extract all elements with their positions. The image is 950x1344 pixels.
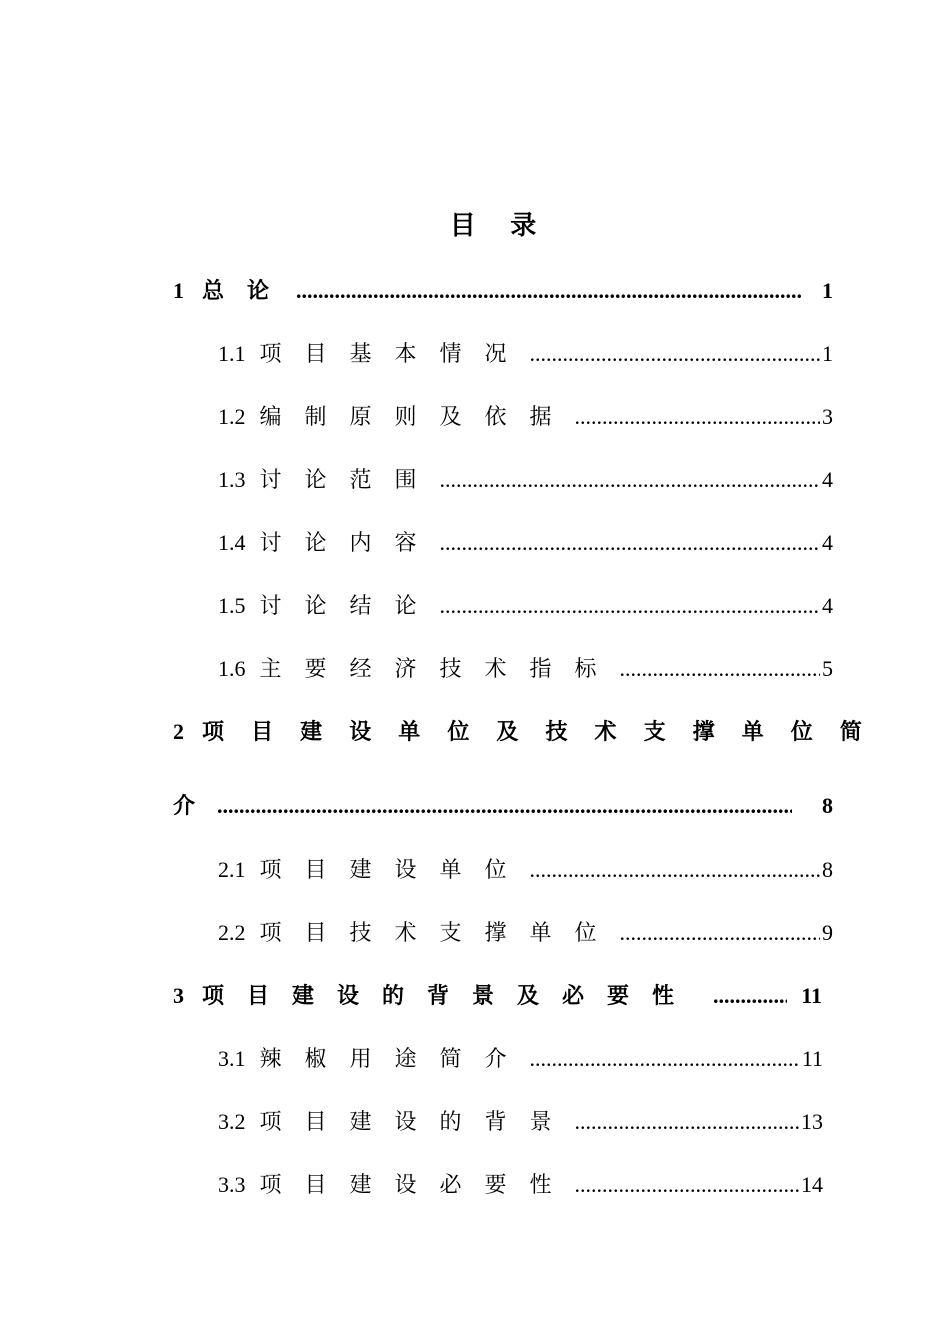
toc-entry[interactable]: [218, 1165, 823, 1205]
toc-entry-title: 总 论: [202, 278, 270, 303]
toc-entry-number: 1: [173, 278, 184, 303]
toc-entry-title: 项 目 技 术 支 撑 单 位: [259, 920, 597, 945]
dot-leader: [530, 850, 821, 890]
toc-entry-title: 讨 论 范 围: [259, 467, 417, 492]
toc-entry-page: 11: [801, 983, 822, 1008]
toc-entry[interactable]: [218, 913, 833, 953]
dot-leader: [575, 1165, 800, 1205]
dot-leader: [530, 1039, 800, 1079]
toc-entry-number: 2.2: [218, 920, 246, 945]
toc-entry-number: 3.3: [218, 1172, 246, 1197]
toc-entry-title-cont: 介: [173, 793, 196, 818]
toc-entry[interactable]: [218, 850, 833, 890]
toc-entry-number: 3.2: [218, 1109, 246, 1134]
toc-entry[interactable]: [218, 523, 833, 563]
dot-leader: [440, 523, 821, 563]
toc-entry-title: 项 目 建 设 单 位 及 技 术 支 撑 单 位 简: [202, 719, 862, 744]
toc-entry-number: 3: [173, 983, 184, 1008]
toc-entry-page: 1: [822, 278, 833, 303]
toc-entry-number: 1.3: [218, 467, 246, 492]
toc-entry-title: 项 目 建 设 必 要 性: [259, 1172, 552, 1197]
toc-entry-title: 项 目 建 设 单 位: [259, 857, 507, 882]
toc-entry-page: 9: [822, 920, 833, 945]
toc-entry-number: 1.4: [218, 530, 246, 555]
dot-leader: [620, 649, 821, 689]
toc-entry-page: 4: [822, 467, 833, 492]
toc-entry-page: 11: [801, 1046, 823, 1071]
toc-entry-number: 1.2: [218, 404, 246, 429]
toc-entry-page: 5: [822, 656, 833, 681]
toc-entry-continuation[interactable]: [173, 786, 833, 826]
toc-entry[interactable]: [173, 976, 822, 1016]
toc-entry-page: 13: [801, 1109, 823, 1134]
toc-entry-number: 1.1: [218, 341, 246, 366]
toc-entry[interactable]: [218, 649, 833, 689]
dot-leader: [713, 976, 787, 1016]
dot-leader: [440, 460, 821, 500]
toc-entry[interactable]: [173, 712, 862, 752]
toc-entry-title: 项 目 建 设 的 背 景: [259, 1109, 552, 1134]
toc-entry[interactable]: [218, 1102, 823, 1142]
toc-entry[interactable]: [218, 334, 833, 374]
dot-leader: [296, 271, 802, 311]
toc-entry[interactable]: [218, 397, 833, 437]
toc-entry[interactable]: [218, 586, 833, 626]
toc-entry-title: 讨 论 内 容: [259, 530, 417, 555]
dot-leader: [440, 586, 821, 626]
dot-leader: [620, 913, 821, 953]
toc-entry-page: 4: [822, 530, 833, 555]
toc-entry-title: 主 要 经 济 技 术 指 标: [259, 656, 597, 681]
toc-entry-number: 2.1: [218, 857, 246, 882]
dot-leader: [575, 1102, 800, 1142]
toc-entry-page: 8: [822, 857, 833, 882]
toc-entry-page: 4: [822, 593, 833, 618]
dot-leader: [530, 334, 821, 374]
toc-entry-page: 8: [822, 793, 833, 818]
toc-entry-title: 项 目 建 设 的 背 景 及 必 要 性: [202, 983, 675, 1008]
toc-entry-number: 1.5: [218, 593, 246, 618]
toc-entry-title: 项 目 基 本 情 况: [259, 341, 507, 366]
toc-entry-page: 1: [822, 341, 833, 366]
toc-entry-page: 3: [822, 404, 833, 429]
toc-entry[interactable]: [218, 1039, 823, 1079]
toc-entry-page: 14: [801, 1172, 823, 1197]
toc-entry-number: 3.1: [218, 1046, 246, 1071]
toc-entry-number: 1.6: [218, 656, 246, 681]
toc-title: 目 录: [449, 211, 551, 240]
toc-entry-title: 讨 论 结 论: [259, 593, 417, 618]
toc-entry-number: 2: [173, 719, 184, 744]
toc-entry[interactable]: [218, 460, 833, 500]
dot-leader: [217, 786, 792, 826]
toc-entry-title: 辣 椒 用 途 简 介: [259, 1046, 507, 1071]
dot-leader: [575, 397, 821, 437]
toc-entry[interactable]: [173, 271, 833, 311]
toc-entry-title: 编 制 原 则 及 依 据: [259, 404, 552, 429]
